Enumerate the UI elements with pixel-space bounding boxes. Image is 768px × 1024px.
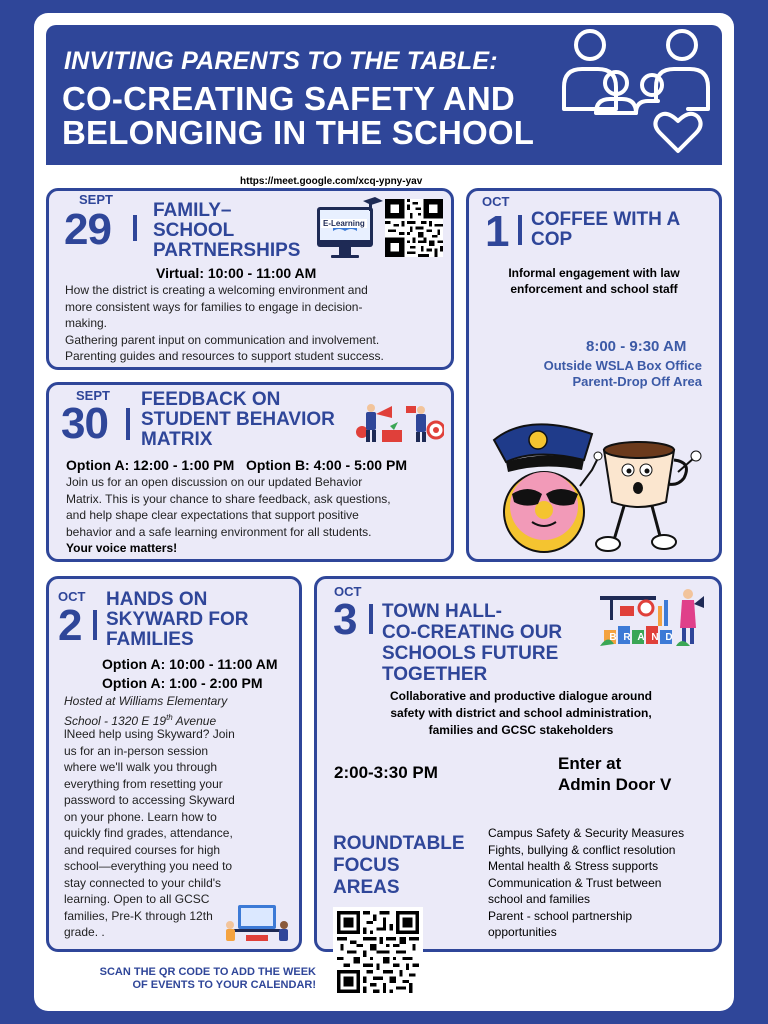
- header-kicker: INVITING PARENTS TO THE TABLE:: [64, 47, 498, 75]
- date-day: 29: [64, 205, 111, 254]
- date-month: SEPT: [76, 388, 110, 403]
- date-divider: [93, 610, 97, 640]
- family-heart-icon: [560, 27, 720, 163]
- event-title: FEEDBACK ON STUDENT BEHAVIOR MATRIX: [141, 389, 335, 450]
- date-day: 3: [333, 595, 357, 644]
- event-options: Option A: 12:00 - 1:00 PM Option B: 4:00 - 5:00 PM: [66, 457, 407, 473]
- date-divider: [126, 408, 130, 440]
- event-description: lNeed help using Skyward? Join us for an in-person session where we'll walk you through everything from resetting your password to accessing Skyward on your phone. Learn how to quickly find grades, attendance, and required courses for high school—everything you need to stay connected to your child's learning. Open to all GCSC families, Pre-K through 12th grade. .: [64, 727, 235, 939]
- date-month: OCT: [58, 589, 86, 604]
- event-time: Virtual: 10:00 - 11:00 AM: [156, 265, 317, 281]
- event-description: Collaborative and productive dialogue around safety with district and school administration, families and GCSC stakeholders: [389, 689, 653, 737]
- date-divider: [133, 215, 137, 241]
- date-month: OCT: [334, 584, 362, 599]
- header-banner: [46, 25, 722, 165]
- online-learning-illustration: [224, 901, 290, 943]
- event-title: COFFEE WITH A COP: [531, 209, 681, 250]
- focus-areas-list: Campus Safety & Security Measures Fights, bullying & conflict resolution Mental health & Stress supports Communication & Trust between school and families Parent - school partnership opportunities: [488, 826, 685, 939]
- date-day: 30: [61, 399, 108, 448]
- footer-scan-instructions: SCAN THE QR CODE TO ADD THE WEEK OF EVENTS TO YOUR CALENDAR!: [99, 966, 316, 991]
- date-day: 1: [485, 207, 509, 256]
- e-learning-monitor-icon: [313, 195, 385, 265]
- event-entry: Enter at Admin Door V: [558, 754, 672, 794]
- qr-code-calendar[interactable]: [333, 907, 423, 997]
- meet-url[interactable]: https://meet.google.com/xcq-ypny-yav: [240, 176, 423, 187]
- event-time: 8:00 - 9:30 AM: [586, 338, 687, 355]
- qr-code-sept29[interactable]: [385, 199, 443, 257]
- date-divider: [369, 604, 373, 634]
- event-options: Option A: 10:00 - 11:00 AM Option A: 1:00 - 2:00 PM: [102, 656, 278, 691]
- e-learning-badge: E-Learning: [323, 219, 365, 228]
- event-description: How the district is creating a welcoming environment and more consistent ways for families to engage in decision- making. Gathering parent input on communication and involvement. Parenting guides and resources to support student success.: [65, 283, 384, 363]
- event-location: Outside WSLA Box Office Parent-Drop Off Area: [543, 358, 702, 389]
- event-description: Informal engagement with law enforcement and school staff: [508, 266, 680, 296]
- event-title: FAMILY– SCHOOL PARTNERSHIPS: [153, 200, 301, 261]
- donut-cop-coffee-illustration: [488, 412, 710, 554]
- date-month: SEPT: [79, 192, 113, 207]
- date-day: 2: [58, 601, 82, 650]
- event-host: Hosted at Williams Elementary School - 1320 E 19th Avenue: [64, 694, 228, 728]
- date-month: OCT: [482, 194, 510, 209]
- event-title: HANDS ON SKYWARD FOR FAMILIES: [106, 589, 249, 650]
- feedback-people-illustration: [354, 400, 444, 446]
- brand-letters: B R A N D: [609, 632, 673, 643]
- event-title: TOWN HALL- CO-CREATING OUR SCHOOLS FUTURE TOGETHER: [382, 601, 563, 685]
- focus-areas-title: ROUNDTABLE FOCUS AREAS: [333, 833, 465, 898]
- date-divider: [518, 215, 522, 245]
- event-time: 2:00-3:30 PM: [334, 763, 438, 782]
- header-title: CO-CREATING SAFETY AND BELONGING IN THE SCHOOL: [62, 80, 535, 151]
- event-description: Join us for an open discussion on our updated Behavior Matrix. This is your chance to share feedback, ask questions, and help shape clear expectations that support positive behavior and a safe learning environment for all students. Your voice matters!: [66, 475, 391, 555]
